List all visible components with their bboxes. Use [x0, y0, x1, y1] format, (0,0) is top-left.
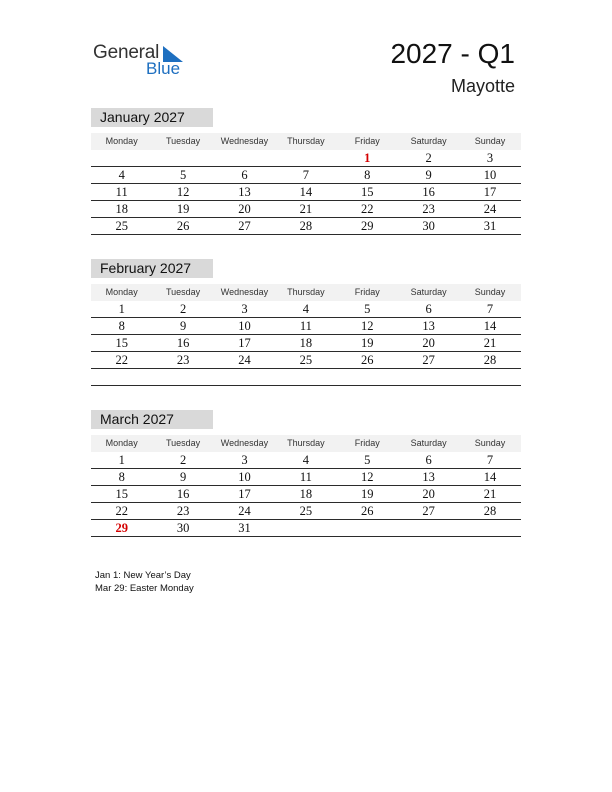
day-cell: 17: [483, 185, 497, 199]
week-row: [91, 184, 521, 201]
day-cell: [337, 369, 398, 385]
day-cell: 18: [299, 336, 313, 350]
week-row: [91, 503, 521, 520]
day-cell: 24: [238, 504, 251, 518]
day-cell: [398, 520, 459, 536]
day-cell: 13: [238, 185, 251, 199]
day-cell: [91, 150, 152, 166]
weekday-label: Thursday: [287, 438, 325, 448]
day-cell: 9: [425, 168, 432, 182]
day-cell: [398, 369, 459, 385]
day-cell: 22: [361, 202, 374, 216]
weekday-label: Sunday: [474, 438, 506, 448]
month-march: [91, 410, 521, 537]
day-cell: 18: [299, 487, 313, 501]
week-row: [91, 452, 521, 469]
day-cell: 1: [118, 453, 125, 467]
page-title: 2027 - Q1: [390, 38, 515, 69]
week-row: [91, 520, 521, 537]
month-january: [91, 108, 521, 235]
day-cell: 10: [483, 168, 497, 182]
day-cell: 5: [179, 168, 187, 182]
generalblue-logo: [93, 40, 193, 80]
day-cell: 7: [486, 302, 494, 316]
day-cell: 19: [361, 487, 374, 501]
day-cell: 2: [425, 151, 432, 165]
day-cell: [214, 369, 275, 385]
day-cell: 14: [299, 185, 313, 199]
day-cell: 4: [118, 168, 125, 182]
day-cell: 9: [179, 319, 187, 333]
week-row: [91, 201, 521, 218]
day-cell: 17: [238, 336, 251, 350]
day-cell: 27: [422, 504, 435, 518]
holiday-day-cell: 29: [115, 521, 128, 535]
day-cell: 21: [483, 487, 497, 501]
day-cell: [275, 369, 336, 385]
day-cell: 19: [361, 336, 374, 350]
day-cell: [275, 150, 336, 166]
day-cell: 16: [422, 185, 435, 199]
day-cell: 3: [241, 453, 248, 467]
week-row: [91, 369, 521, 386]
day-cell: 19: [176, 202, 190, 216]
day-cell: 30: [422, 219, 435, 233]
day-cell: 12: [361, 470, 374, 484]
day-cell: 22: [115, 353, 128, 367]
weekday-label: Saturday: [410, 438, 447, 448]
day-cell: 25: [299, 353, 313, 367]
day-cell: 7: [302, 168, 309, 182]
week-row: [91, 352, 521, 369]
weekday-label: Monday: [105, 287, 138, 297]
month-label: February 2027: [91, 259, 213, 278]
weekday-label: Wednesday: [220, 136, 269, 146]
day-cell: 7: [486, 453, 494, 467]
day-cell: 18: [115, 202, 128, 216]
weekday-header: [91, 284, 521, 301]
weekday-label: Friday: [354, 136, 380, 146]
day-cell: 3: [241, 302, 248, 316]
day-cell: 8: [364, 168, 371, 182]
day-cell: 21: [299, 202, 313, 216]
holiday-note: Mar 29: Easter Monday: [95, 582, 194, 594]
day-cell: 26: [361, 504, 374, 518]
day-cell: 20: [422, 336, 435, 350]
week-row: [91, 150, 521, 167]
day-cell: [337, 520, 398, 536]
day-cell: [459, 369, 520, 385]
day-cell: 2: [179, 453, 187, 467]
weekday-label: Thursday: [287, 287, 325, 297]
month-label: January 2027: [91, 108, 213, 127]
day-cell: 8: [118, 319, 125, 333]
day-cell: 13: [422, 319, 435, 333]
day-cell: [152, 150, 213, 166]
weekday-header: [91, 133, 521, 150]
day-cell: 23: [422, 202, 435, 216]
weekday-label: Thursday: [287, 136, 325, 146]
day-cell: [91, 369, 152, 385]
day-cell: 14: [483, 470, 497, 484]
day-cell: 9: [179, 470, 187, 484]
day-cell: 5: [364, 302, 371, 316]
day-cell: 11: [299, 319, 312, 333]
day-cell: 12: [361, 319, 374, 333]
day-cell: 25: [115, 219, 128, 233]
day-cell: 11: [299, 470, 312, 484]
day-cell: 3: [486, 151, 494, 165]
day-cell: 24: [238, 353, 251, 367]
weekday-label: Tuesday: [165, 287, 201, 297]
day-cell: [214, 150, 275, 166]
day-cell: 28: [483, 504, 497, 518]
weekday-label: Tuesday: [165, 438, 201, 448]
weekday-label: Tuesday: [165, 136, 201, 146]
week-row: [91, 486, 521, 503]
day-cell: 20: [422, 487, 435, 501]
day-cell: [275, 520, 336, 536]
day-cell: 15: [361, 185, 374, 199]
holiday-day-cell: 1: [364, 151, 371, 165]
day-cell: 17: [238, 487, 251, 501]
day-cell: 6: [425, 302, 432, 316]
day-cell: [152, 369, 213, 385]
day-cell: 27: [238, 219, 251, 233]
day-cell: 4: [302, 453, 309, 467]
day-cell: 15: [115, 336, 128, 350]
weekday-label: Monday: [105, 438, 138, 448]
day-cell: 6: [425, 453, 432, 467]
day-cell: 10: [238, 470, 251, 484]
week-row: [91, 167, 521, 184]
day-cell: 29: [361, 219, 374, 233]
day-cell: 4: [302, 302, 309, 316]
day-cell: 23: [176, 353, 190, 367]
day-cell: 16: [176, 487, 190, 501]
logo-text-general: General: [93, 42, 160, 63]
weekday-label: Saturday: [410, 287, 447, 297]
weekday-label: Monday: [105, 136, 138, 146]
holiday-note: Jan 1: New Year’s Day: [95, 570, 191, 581]
day-cell: 21: [483, 336, 497, 350]
weekday-label: Friday: [354, 438, 380, 448]
day-cell: 23: [176, 504, 190, 518]
day-cell: 11: [115, 185, 128, 199]
day-cell: 15: [115, 487, 128, 501]
day-cell: 31: [238, 521, 251, 535]
week-row: [91, 469, 521, 486]
day-cell: 1: [118, 302, 125, 316]
day-cell: 5: [364, 453, 371, 467]
day-cell: 28: [483, 353, 497, 367]
day-cell: 28: [299, 219, 313, 233]
month-february: [91, 259, 521, 386]
weekday-label: Saturday: [410, 136, 447, 146]
weekday-label: Friday: [354, 287, 380, 297]
weekday-header: [91, 435, 521, 452]
day-cell: 27: [422, 353, 435, 367]
day-cell: 12: [176, 185, 190, 199]
logo-text-blue: Blue: [146, 59, 181, 78]
day-cell: [459, 520, 520, 536]
month-label: March 2027: [91, 410, 213, 429]
week-row: [91, 335, 521, 352]
day-cell: 6: [241, 168, 248, 182]
day-cell: 14: [483, 319, 497, 333]
day-cell: 13: [422, 470, 435, 484]
day-cell: 24: [483, 202, 497, 216]
day-cell: 22: [115, 504, 128, 518]
weekday-label: Wednesday: [220, 438, 269, 448]
weekday-label: Wednesday: [220, 287, 269, 297]
weekday-label: Sunday: [474, 136, 506, 146]
day-cell: 25: [299, 504, 313, 518]
day-cell: 31: [483, 219, 497, 233]
day-cell: 10: [238, 319, 251, 333]
day-cell: 16: [176, 336, 190, 350]
day-cell: 30: [176, 521, 190, 535]
day-cell: 26: [176, 219, 190, 233]
day-cell: 8: [118, 470, 125, 484]
day-cell: 2: [179, 302, 187, 316]
weekday-label: Sunday: [474, 287, 506, 297]
holiday-notes: [95, 570, 194, 595]
week-row: [91, 218, 521, 235]
week-row: [91, 301, 521, 318]
week-row: [91, 318, 521, 335]
country-name: Mayotte: [450, 76, 515, 96]
day-cell: 26: [361, 353, 374, 367]
day-cell: 20: [238, 202, 251, 216]
